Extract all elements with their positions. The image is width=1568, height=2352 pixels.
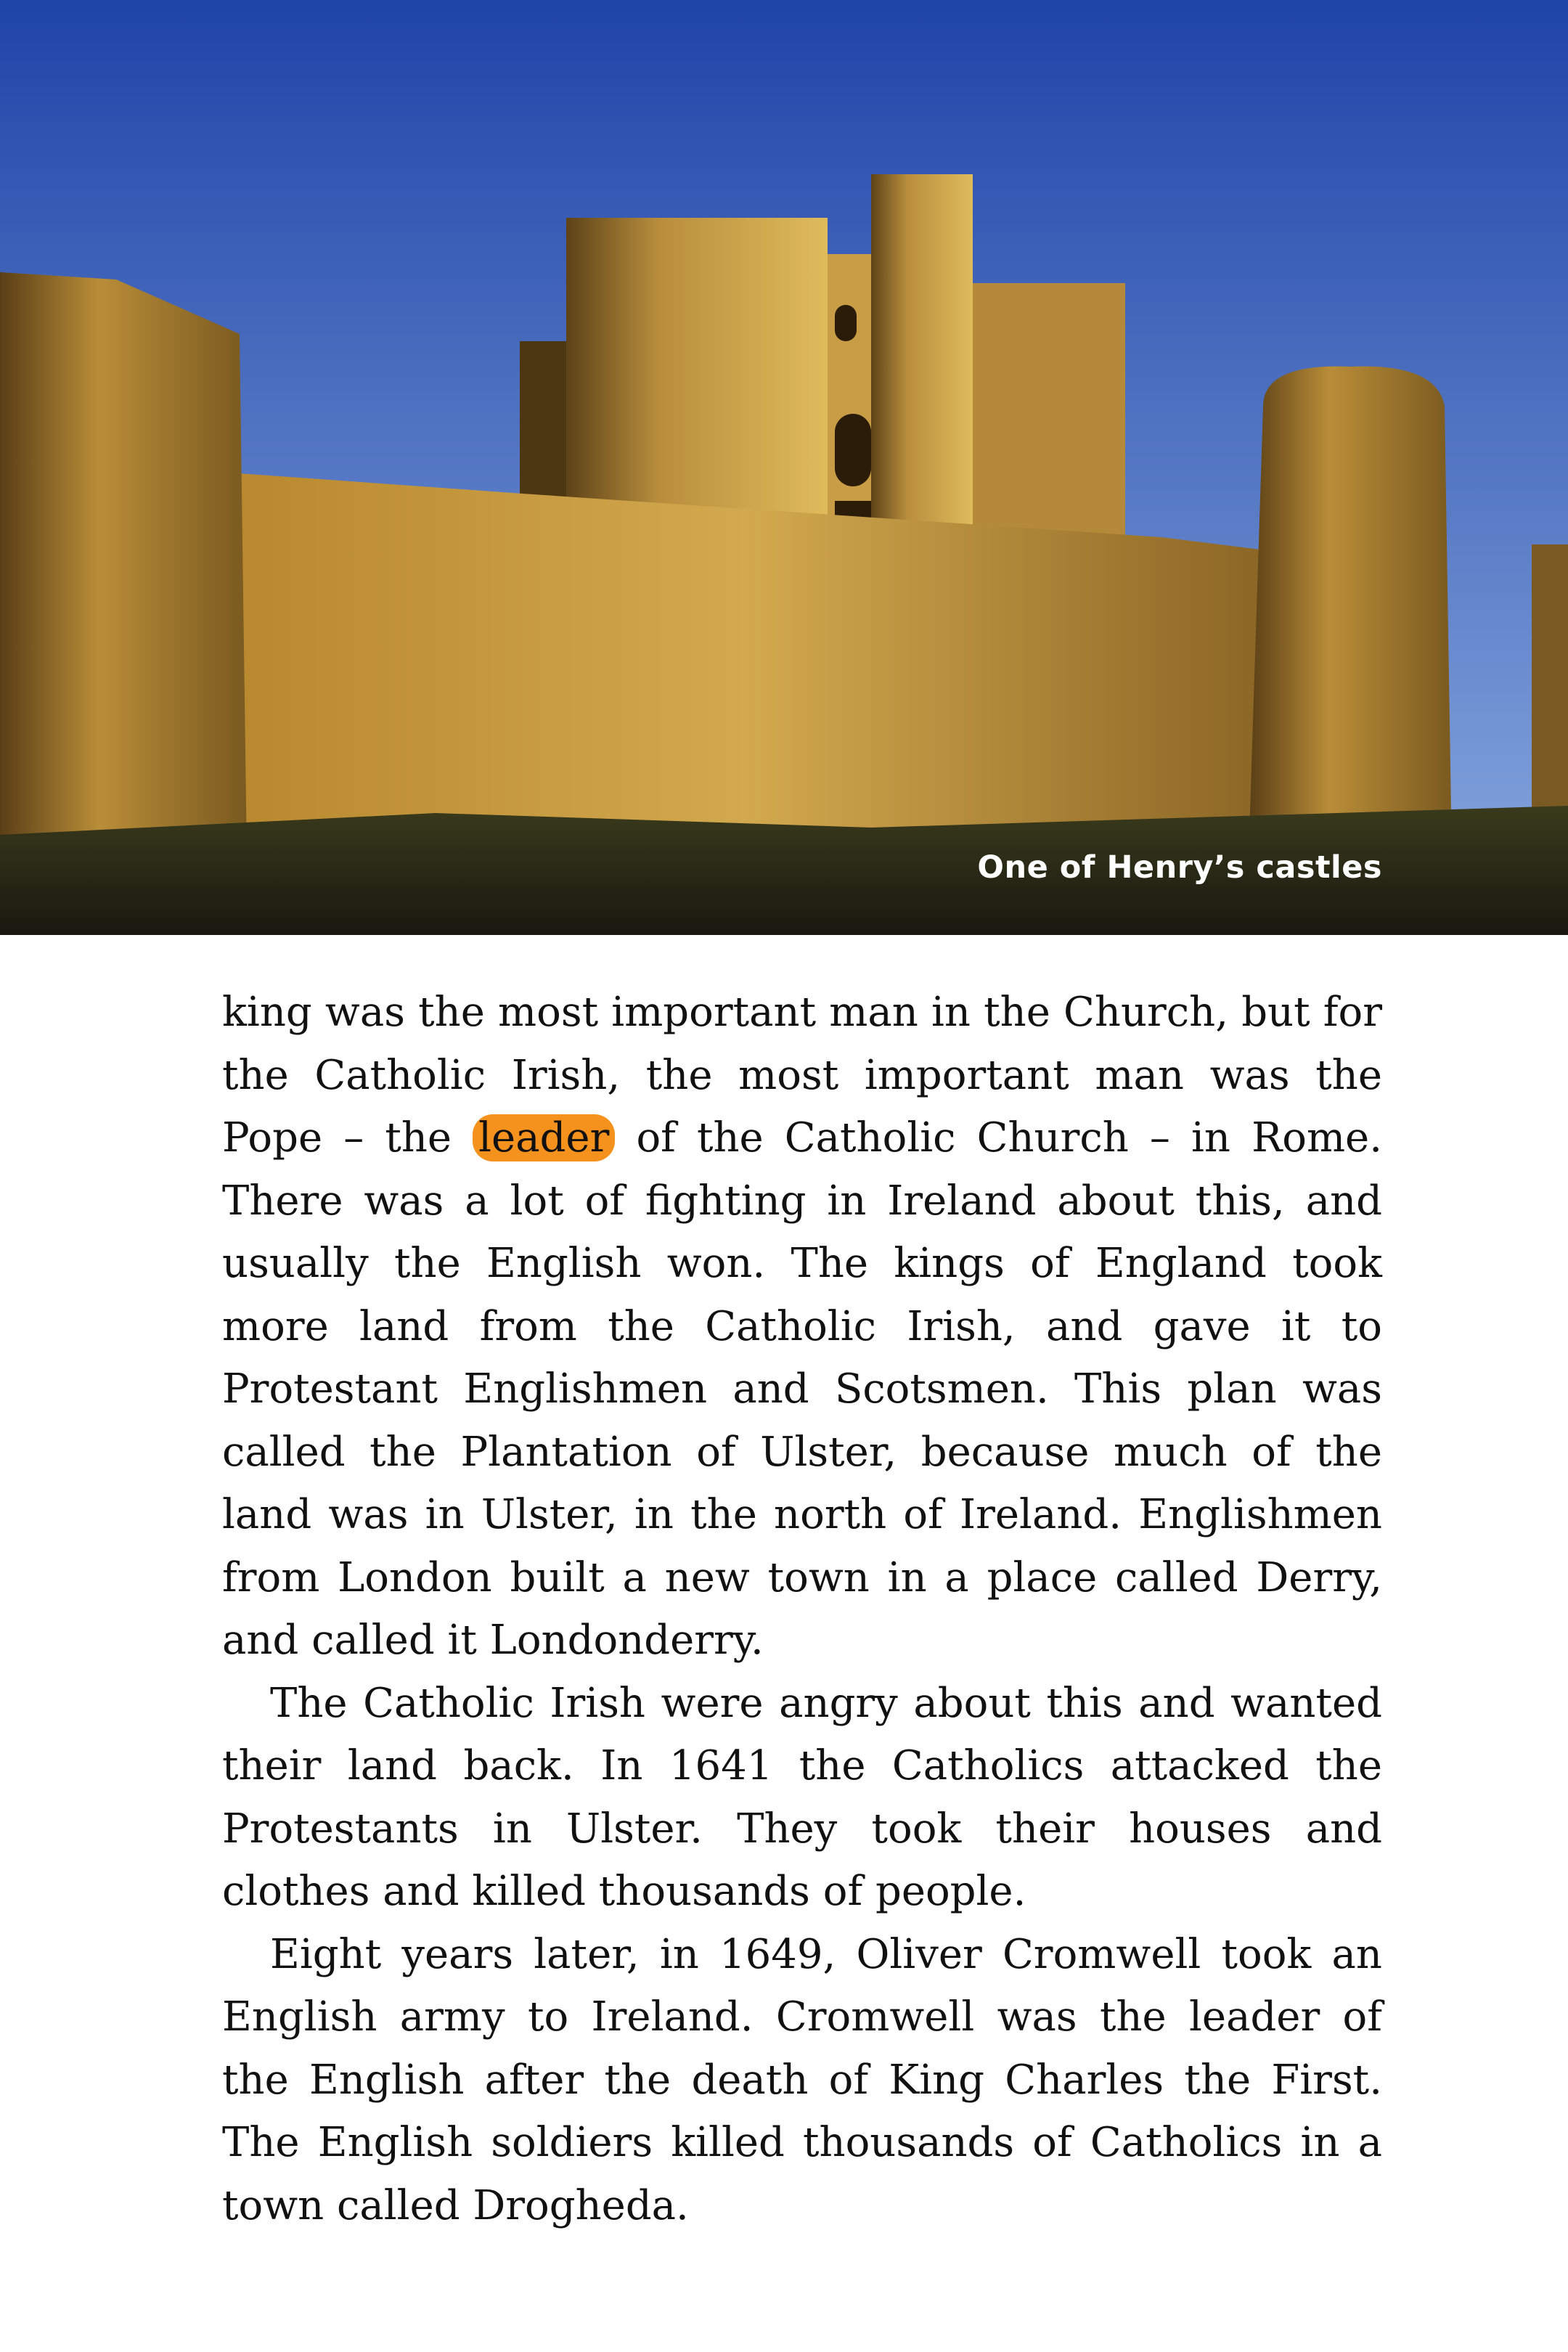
body-text (222, 981, 1382, 2237)
castle-illustration (0, 0, 1568, 935)
photo-caption: One of Henry’s castles (977, 849, 1382, 886)
paragraph-1-end: of the Catholic Church – in Rome. There was a lot of fighting in Ireland about this, and usually the English won. The kings of England took more land from the Catholic Irish, and gave it to Protestant Englishmen and Scotsmen. This plan was called the Plantation of Ulster, because much of the land was in Ulster, in the north of Ireland. Englishmen from London built a new town in a place called Derry, and called it Londonderry. (222, 1114, 1382, 1664)
paragraph-1 (222, 981, 1382, 1673)
paragraph-1-start: king was the most important man in the Church, but for the Catholic Irish, the most important man was the Pope – the (222, 989, 1382, 1161)
highlighted-word: leader (473, 1114, 615, 1161)
paragraph-2: The Catholic Irish were angry about this and wanted their land back. In 1641 the Catholics attacked the Protestants in Ulster. They took their houses and clothes and killed thousands of people. (222, 1679, 1382, 1915)
castle-photo (0, 0, 1568, 935)
paragraph-3: Eight years later, in 1649, Oliver Cromwell took an English army to Ireland. Cromwell was the leader of the English after the death of King Charles the First. The English soldiers killed thousands of Catholics in a town called Drogheda. (222, 1930, 1382, 2229)
